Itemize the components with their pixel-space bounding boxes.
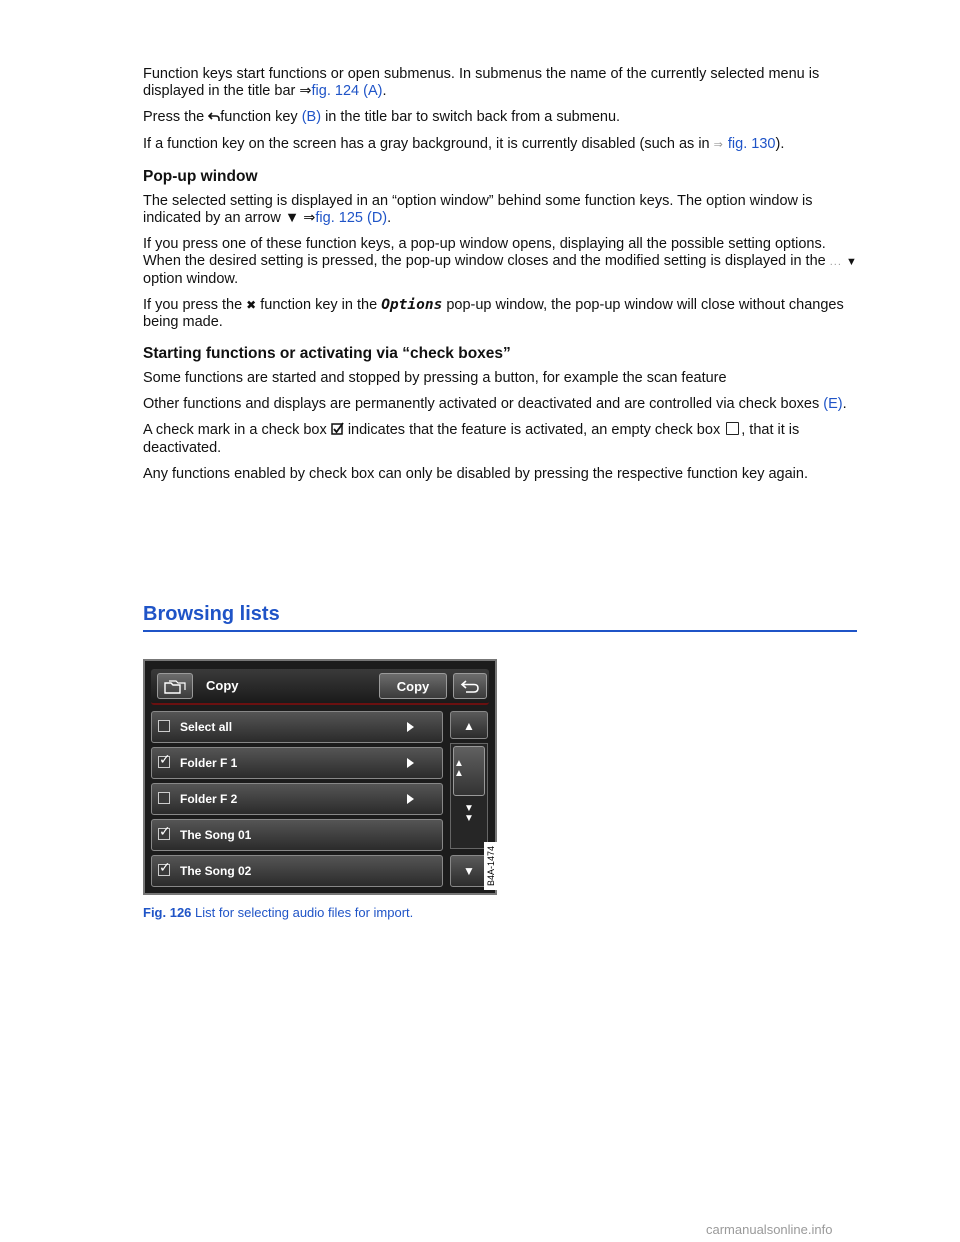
figure-caption: Fig. 126 List for selecting audio files for import. [143,905,414,920]
check-paragraph-1: Some functions are started and stopped by pressing a button, for example the scan feature [143,370,727,386]
popup-paragraph-1: The selected setting is displayed in an “option window” behind some function keys. The option window is indicated by an arrow ▼ ⇒fig. 125 (D). [143,193,813,226]
back-button[interactable] [453,673,487,699]
page-down-icon[interactable]: ▼ ▼ [464,803,474,824]
checkbox[interactable] [158,828,170,840]
play-arrow-icon [407,722,414,732]
arrow-right-icon: ⇒ [303,210,316,226]
screen-figure [143,659,497,895]
list-item[interactable]: ✓ The Song 02 [151,855,443,887]
empty-box-icon [726,422,739,435]
popup-paragraph-3: If you press the ✖ function key in the Options pop-up window, the pop-up window will close without changes being made. [143,297,844,330]
heading-check-boxes: Starting functions or activating via “check boxes” [143,345,511,362]
arrow-right-icon: ⇒ [713,139,724,151]
heading-popup-window: Pop-up window [143,168,258,185]
intro-paragraph-2: Press the function key (B) in the title bar to switch back from a submenu. [143,109,621,125]
list-item[interactable]: ✓ Folder F 1 [151,747,443,779]
checkbox[interactable] [158,720,170,732]
popup-paragraph-2: If you press one of these function keys, a pop-up window opens, displaying all the possible setting options. When the desired setting is pressed, the pop-up window closes and the modified setting is displayed in the ... ▼ option window. [143,236,857,287]
arrow-right-icon: ⇒ [299,83,312,99]
scroll-thumb[interactable] [453,746,485,796]
back-icon [460,680,480,694]
down-triangle-icon: ▼ [284,210,300,226]
close-icon: ✖ [246,298,257,312]
option-dots: ... [829,256,842,268]
checkbox[interactable] [158,756,170,768]
ref-b: (B) [301,109,322,125]
figure-id: B4A-1474 [484,842,498,890]
intro-paragraph-1: Function keys start functions or open submenus. In submenus the name of the currently selected menu is displayed in the title bar ⇒fig. 124 (A). [143,66,820,99]
copy-button[interactable]: Copy [379,673,447,699]
play-arrow-icon [407,794,414,804]
ref-e: (E) [823,396,843,412]
play-arrow-icon [407,758,414,768]
scroll-up-button[interactable]: ▲ [450,711,488,739]
fig-ref-125[interactable]: fig. 125 (D) [315,210,388,226]
folder-button[interactable] [157,673,193,699]
folder-icon [164,680,186,694]
checked-box-icon [331,422,344,440]
list-item[interactable]: Folder F 2 [151,783,443,815]
list-item[interactable]: ✓ The Song 01 [151,819,443,851]
section-title: Browsing lists [143,603,857,632]
list-item[interactable]: Select all [151,711,443,743]
site-watermark: carmanualsonline.info [706,1222,833,1237]
fig-ref-124[interactable]: fig. 124 (A) [311,83,383,99]
screen-title-bar [151,669,489,705]
checkbox[interactable] [158,792,170,804]
page-up-icon: ▲ ▲ [454,758,464,779]
intro-paragraph-3: If a function key on the screen has a gray background, it is currently disabled (such as in ⇒ fig. 130). [143,136,785,152]
down-triangle-icon: ▼ [845,256,857,268]
options-label: Options [381,297,443,313]
scroll-track[interactable] [450,743,488,849]
check-paragraph-3: A check mark in a check box indicates that the feature is activated, an empty check box , that it is deactivated. [143,422,800,456]
fig-ref-130[interactable]: fig. 130 [727,136,776,152]
body-text [143,66,857,492]
check-paragraph-2: Other functions and displays are permanently activated or deactivated and are controlled via check boxes (E). [143,396,847,412]
back-icon [208,110,220,127]
checkbox[interactable] [158,864,170,876]
screen-title: Copy [206,678,239,693]
scroll-down-button[interactable]: ▼ [450,855,488,887]
check-paragraph-4: Any functions enabled by check box can only be disabled by pressing the respective function key again. [143,466,808,482]
